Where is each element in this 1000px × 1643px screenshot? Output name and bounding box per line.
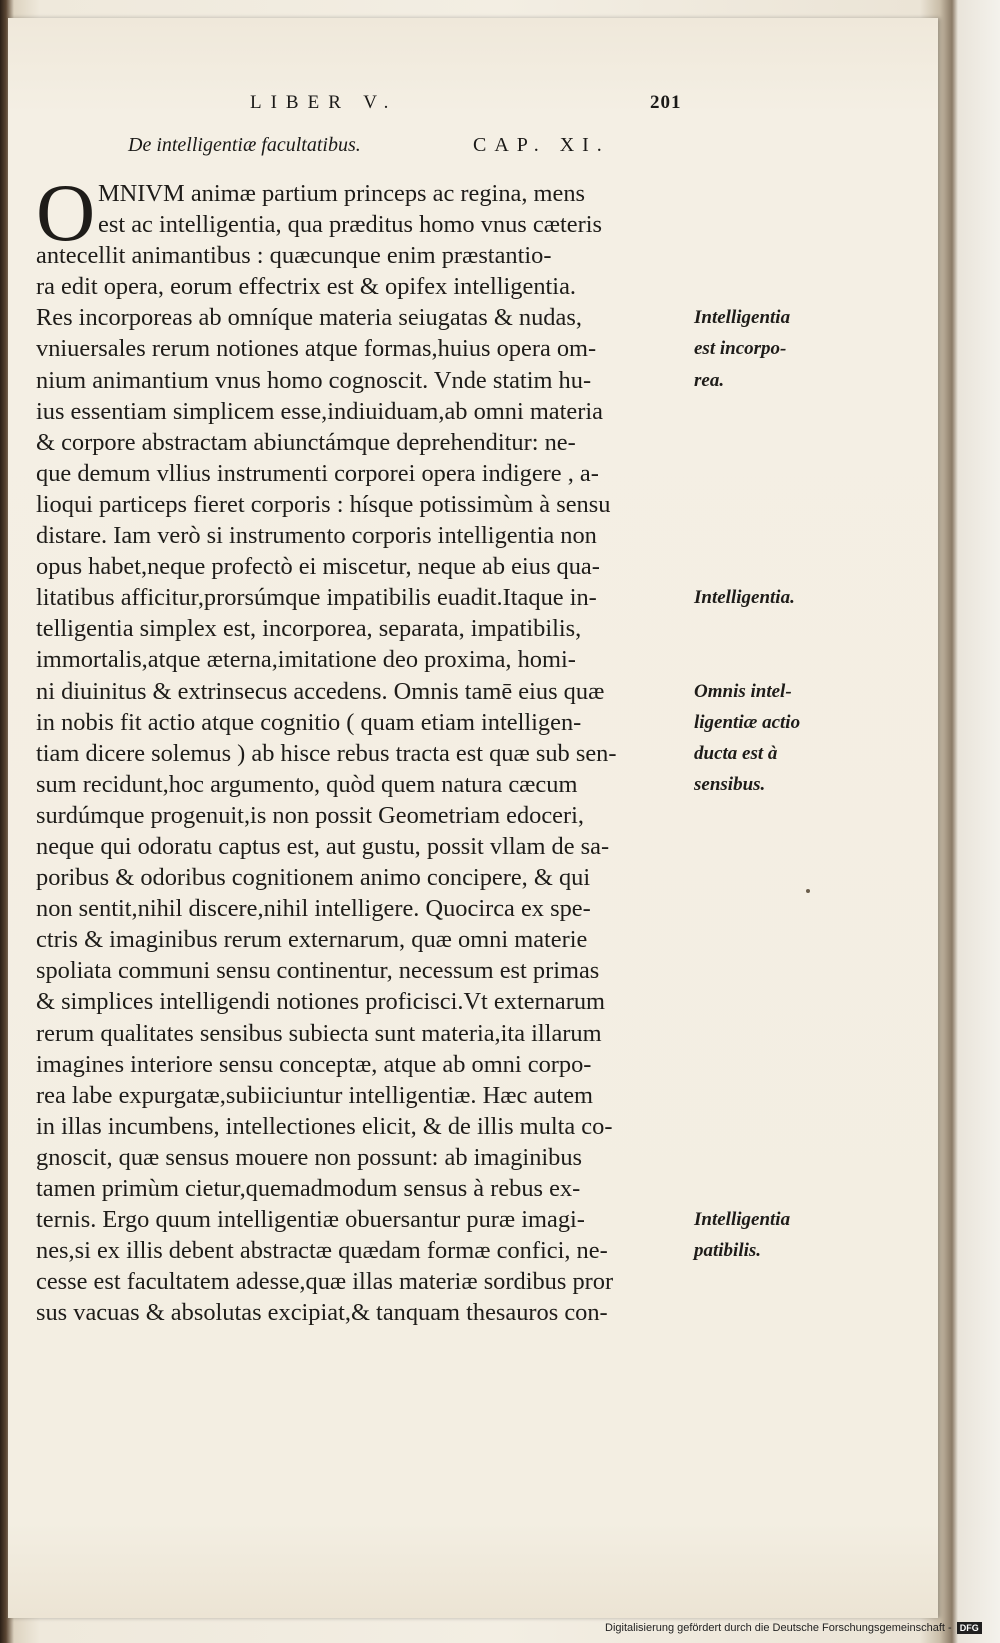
margin-note	[694, 1204, 844, 1266]
margin-note-line: sensibus.	[694, 773, 766, 795]
running-head-book: LIBER V.	[250, 92, 398, 113]
margin-note-line: ducta est à	[694, 742, 778, 764]
text-line: poribus & odoribus cognitionem animo concipere, & qui	[36, 864, 591, 892]
text-line: ternis. Ergo quum intelligentiæ obuersantur puræ imagi-	[36, 1206, 585, 1234]
margin-note-line: est incorpo-	[694, 338, 787, 360]
text-line: lioqui particeps fieret corporis : hísque potissimùm à sensu	[36, 490, 611, 518]
text-line: litatibus afficitur,prorsúmque impatibilis euadit.Itaque in-	[36, 584, 597, 612]
dfg-logo: DFG	[957, 1622, 982, 1634]
text-line: in illas incumbens, intellectiones elicit, & de illis multa co-	[36, 1112, 613, 1140]
text-line: rea labe expurgatæ,subiiciuntur intelligentiæ. Hæc autem	[36, 1081, 594, 1109]
chapter-title: De intelligentiæ facultatibus.	[128, 134, 361, 156]
text-line: sum recidunt,hoc argumento, quòd quem natura cæcum	[36, 770, 578, 798]
body-text	[36, 178, 686, 1328]
margin-note	[694, 302, 844, 395]
text-line: immortalis,atque æterna,imitatione deo proxima, homi-	[36, 646, 576, 674]
text-line: tiam dicere solemus ) ab hisce rebus tracta est quæ sub sen-	[36, 739, 617, 767]
text-line: distare. Iam verò si instrumento corporis intelligentia non	[36, 522, 597, 550]
text-line: imagines interiore sensu conceptæ, atque ab omni corpo-	[36, 1050, 592, 1078]
text-line: ni diuinitus & extrinsecus accedens. Omnis tamē eius quæ	[36, 677, 605, 705]
text-line: & simplices intelligendi notiones proficisci.Vt externarum	[36, 988, 605, 1016]
text-line: rerum qualitates sensibus subiecta sunt materia,ita illarum	[36, 1019, 602, 1047]
text-line: spoliata communi sensu continentur, necessum est primas	[36, 957, 600, 985]
text-line: nes,si ex illis debent abstractæ quædam formæ confici, ne-	[36, 1237, 608, 1265]
text-line: & corpore abstractam abiunctámque deprehenditur: ne-	[36, 428, 576, 456]
text-line: antecellit animantibus : quæcunque enim præstantio-	[36, 242, 552, 270]
text-line: sus vacuas & absolutas excipiat,& tanquam thesauros con-	[36, 1299, 608, 1327]
text-line: in nobis fit actio atque cognitio ( quam etiam intelligen-	[36, 708, 582, 736]
page-number: 201	[650, 92, 682, 113]
margin-note	[694, 582, 844, 613]
digitization-footer	[605, 1622, 982, 1638]
running-head	[250, 92, 690, 114]
text-line: est ac intelligentia, qua præditus homo vnus cæteris	[98, 211, 602, 239]
footer-text: Digitalisierung gefördert durch die Deutsche Forschungsgemeinschaft -	[605, 1622, 952, 1634]
text-line: que demum vllius instrumenti corporei opera indigere , a-	[36, 459, 599, 487]
text-line: neque qui odoratu captus est, aut gustu, possit vllam de sa-	[36, 832, 610, 860]
margin-note-line: Intelligentia.	[694, 587, 795, 609]
text-line: MNIVM animæ partium princeps ac regina, mens	[98, 180, 586, 207]
printing-speck	[806, 889, 810, 893]
margin-note-line: ligentiæ actio	[694, 711, 801, 733]
text-line: cesse est facultatem adesse,quæ illas materiæ sordibus pror	[36, 1268, 614, 1296]
text-line: opus habet,neque profectò ei miscetur, neque ab eius qua-	[36, 553, 600, 581]
text-line: ius essentiam simplicem esse,indiuiduam,ab omni materia	[36, 397, 603, 425]
text-line: ctris & imaginibus rerum externarum, quæ omni materie	[36, 926, 588, 954]
chapter-heading	[128, 134, 728, 157]
margin-note-line: Omnis intel-	[694, 680, 792, 702]
margin-note	[694, 676, 844, 800]
text-line: vniuersales rerum notiones atque formas,huius opera om-	[36, 335, 597, 363]
margin-note-line: Intelligentia	[694, 1209, 791, 1231]
text-line: non sentit,nihil discere,nihil intelligere. Quocirca ex spe-	[36, 895, 591, 923]
chapter-number: CAP. XI.	[473, 134, 610, 156]
margin-note-line: rea.	[694, 369, 725, 391]
drop-cap-initial: O	[36, 167, 96, 258]
text-line: ra edit opera, eorum effectrix est & opifex intelligentia.	[36, 273, 576, 301]
text-line: Res incorporeas ab omníque materia seiugatas & nudas,	[36, 304, 582, 332]
text-line: telligentia simplex est, incorporea, separata, impatibilis,	[36, 615, 582, 643]
text-line: gnoscit, quæ sensus mouere non possunt: ab imaginibus	[36, 1143, 583, 1171]
text-line: nium animantium vnus homo cognoscit. Vnde statim hu-	[36, 366, 592, 394]
margin-note-line: patibilis.	[694, 1240, 762, 1262]
text-line: tamen primùm cietur,quemadmodum sensus à rebus ex-	[36, 1175, 581, 1202]
text-line: surdúmque progenuit,is non possit Geometriam edoceri,	[36, 801, 585, 829]
margin-note-line: Intelligentia	[694, 307, 791, 329]
